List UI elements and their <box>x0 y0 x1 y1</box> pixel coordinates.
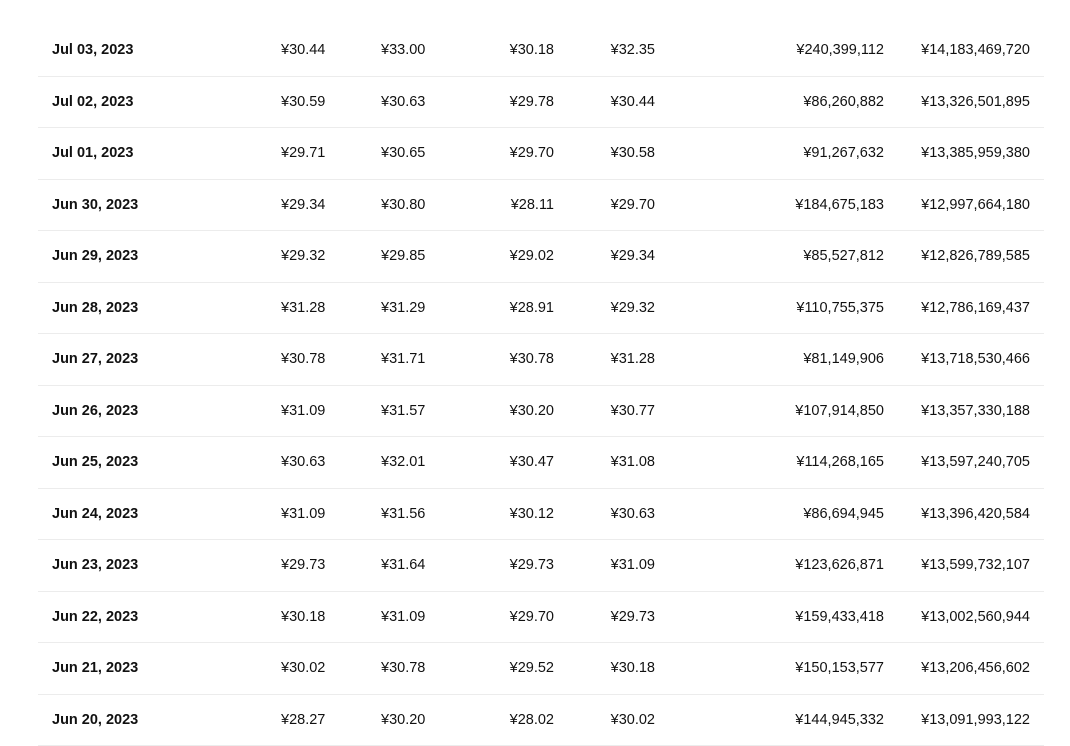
low-cell: ¥30.18 <box>510 42 554 58</box>
date-cell: Jul 03, 2023 <box>52 42 133 58</box>
price-history-table <box>38 25 1044 746</box>
low-cell: ¥28.02 <box>510 712 554 728</box>
high-cell: ¥30.63 <box>381 94 425 110</box>
table-row <box>38 25 1044 77</box>
close-cell: ¥31.09 <box>611 557 655 573</box>
open-cell: ¥29.34 <box>281 197 325 213</box>
volume-cell: ¥144,945,332 <box>795 712 884 728</box>
low-cell: ¥30.78 <box>510 351 554 367</box>
open-cell: ¥30.02 <box>281 660 325 676</box>
volume-cell: ¥91,267,632 <box>803 145 884 161</box>
market-cap-cell: ¥12,997,664,180 <box>921 197 1030 213</box>
date-cell: Jun 24, 2023 <box>52 506 138 522</box>
high-cell: ¥32.01 <box>381 454 425 470</box>
date-cell: Jun 26, 2023 <box>52 403 138 419</box>
date-cell: Jun 28, 2023 <box>52 300 138 316</box>
market-cap-cell: ¥13,718,530,466 <box>921 351 1030 367</box>
market-cap-cell: ¥13,206,456,602 <box>921 660 1030 676</box>
open-cell: ¥30.63 <box>281 454 325 470</box>
high-cell: ¥33.00 <box>381 42 425 58</box>
table-row <box>38 231 1044 283</box>
date-cell: Jun 23, 2023 <box>52 557 138 573</box>
open-cell: ¥30.18 <box>281 609 325 625</box>
market-cap-cell: ¥13,597,240,705 <box>921 454 1030 470</box>
low-cell: ¥30.47 <box>510 454 554 470</box>
low-cell: ¥29.73 <box>510 557 554 573</box>
close-cell: ¥29.34 <box>611 248 655 264</box>
table-row <box>38 283 1044 335</box>
table-row <box>38 540 1044 592</box>
low-cell: ¥29.70 <box>510 145 554 161</box>
market-cap-cell: ¥13,326,501,895 <box>921 94 1030 110</box>
volume-cell: ¥150,153,577 <box>795 660 884 676</box>
close-cell: ¥31.08 <box>611 454 655 470</box>
market-cap-cell: ¥13,002,560,944 <box>921 609 1030 625</box>
open-cell: ¥30.44 <box>281 42 325 58</box>
open-cell: ¥29.73 <box>281 557 325 573</box>
volume-cell: ¥114,268,165 <box>796 454 884 470</box>
close-cell: ¥32.35 <box>611 42 655 58</box>
date-cell: Jun 22, 2023 <box>52 609 138 625</box>
market-cap-cell: ¥13,396,420,584 <box>921 506 1030 522</box>
volume-cell: ¥110,755,375 <box>796 300 884 316</box>
table-row <box>38 489 1044 541</box>
table-row <box>38 386 1044 438</box>
low-cell: ¥29.02 <box>510 248 554 264</box>
volume-cell: ¥240,399,112 <box>796 42 884 58</box>
open-cell: ¥28.27 <box>281 712 325 728</box>
open-cell: ¥30.78 <box>281 351 325 367</box>
close-cell: ¥29.70 <box>611 197 655 213</box>
volume-cell: ¥107,914,850 <box>795 403 884 419</box>
high-cell: ¥30.65 <box>381 145 425 161</box>
high-cell: ¥30.20 <box>381 712 425 728</box>
date-cell: Jun 29, 2023 <box>52 248 138 264</box>
date-cell: Jun 20, 2023 <box>52 712 138 728</box>
close-cell: ¥30.18 <box>611 660 655 676</box>
date-cell: Jun 21, 2023 <box>52 660 138 676</box>
close-cell: ¥30.44 <box>611 94 655 110</box>
high-cell: ¥31.64 <box>381 557 425 573</box>
market-cap-cell: ¥12,826,789,585 <box>921 248 1030 264</box>
table-row <box>38 180 1044 232</box>
open-cell: ¥29.71 <box>281 145 325 161</box>
high-cell: ¥31.71 <box>381 351 425 367</box>
table-row <box>38 592 1044 644</box>
market-cap-cell: ¥13,385,959,380 <box>921 145 1030 161</box>
volume-cell: ¥159,433,418 <box>795 609 884 625</box>
low-cell: ¥30.20 <box>510 403 554 419</box>
low-cell: ¥29.70 <box>510 609 554 625</box>
high-cell: ¥29.85 <box>381 248 425 264</box>
close-cell: ¥31.28 <box>611 351 655 367</box>
close-cell: ¥30.63 <box>611 506 655 522</box>
market-cap-cell: ¥13,357,330,188 <box>921 403 1030 419</box>
high-cell: ¥31.09 <box>381 609 425 625</box>
low-cell: ¥30.12 <box>510 506 554 522</box>
low-cell: ¥28.91 <box>510 300 554 316</box>
volume-cell: ¥86,260,882 <box>803 94 884 110</box>
close-cell: ¥29.73 <box>611 609 655 625</box>
date-cell: Jun 25, 2023 <box>52 454 138 470</box>
date-cell: Jul 01, 2023 <box>52 145 133 161</box>
high-cell: ¥30.80 <box>381 197 425 213</box>
volume-cell: ¥184,675,183 <box>795 197 884 213</box>
high-cell: ¥31.29 <box>381 300 425 316</box>
market-cap-cell: ¥13,091,993,122 <box>921 712 1030 728</box>
table-row <box>38 437 1044 489</box>
high-cell: ¥31.57 <box>381 403 425 419</box>
high-cell: ¥30.78 <box>381 660 425 676</box>
open-cell: ¥31.09 <box>281 506 325 522</box>
market-cap-cell: ¥12,786,169,437 <box>921 300 1030 316</box>
table-row <box>38 643 1044 695</box>
open-cell: ¥29.32 <box>281 248 325 264</box>
volume-cell: ¥123,626,871 <box>795 557 884 573</box>
open-cell: ¥31.28 <box>281 300 325 316</box>
close-cell: ¥30.77 <box>611 403 655 419</box>
volume-cell: ¥86,694,945 <box>803 506 884 522</box>
table-row <box>38 77 1044 129</box>
low-cell: ¥29.78 <box>510 94 554 110</box>
open-cell: ¥31.09 <box>281 403 325 419</box>
low-cell: ¥29.52 <box>510 660 554 676</box>
open-cell: ¥30.59 <box>281 94 325 110</box>
volume-cell: ¥85,527,812 <box>803 248 884 264</box>
volume-cell: ¥81,149,906 <box>803 351 884 367</box>
close-cell: ¥30.02 <box>611 712 655 728</box>
close-cell: ¥30.58 <box>611 145 655 161</box>
table-row <box>38 128 1044 180</box>
high-cell: ¥31.56 <box>381 506 425 522</box>
market-cap-cell: ¥14,183,469,720 <box>921 42 1030 58</box>
close-cell: ¥29.32 <box>611 300 655 316</box>
table-row <box>38 334 1044 386</box>
low-cell: ¥28.11 <box>511 197 554 213</box>
date-cell: Jul 02, 2023 <box>52 94 133 110</box>
date-cell: Jun 27, 2023 <box>52 351 138 367</box>
market-cap-cell: ¥13,599,732,107 <box>921 557 1030 573</box>
table-row <box>38 695 1044 746</box>
date-cell: Jun 30, 2023 <box>52 197 138 213</box>
